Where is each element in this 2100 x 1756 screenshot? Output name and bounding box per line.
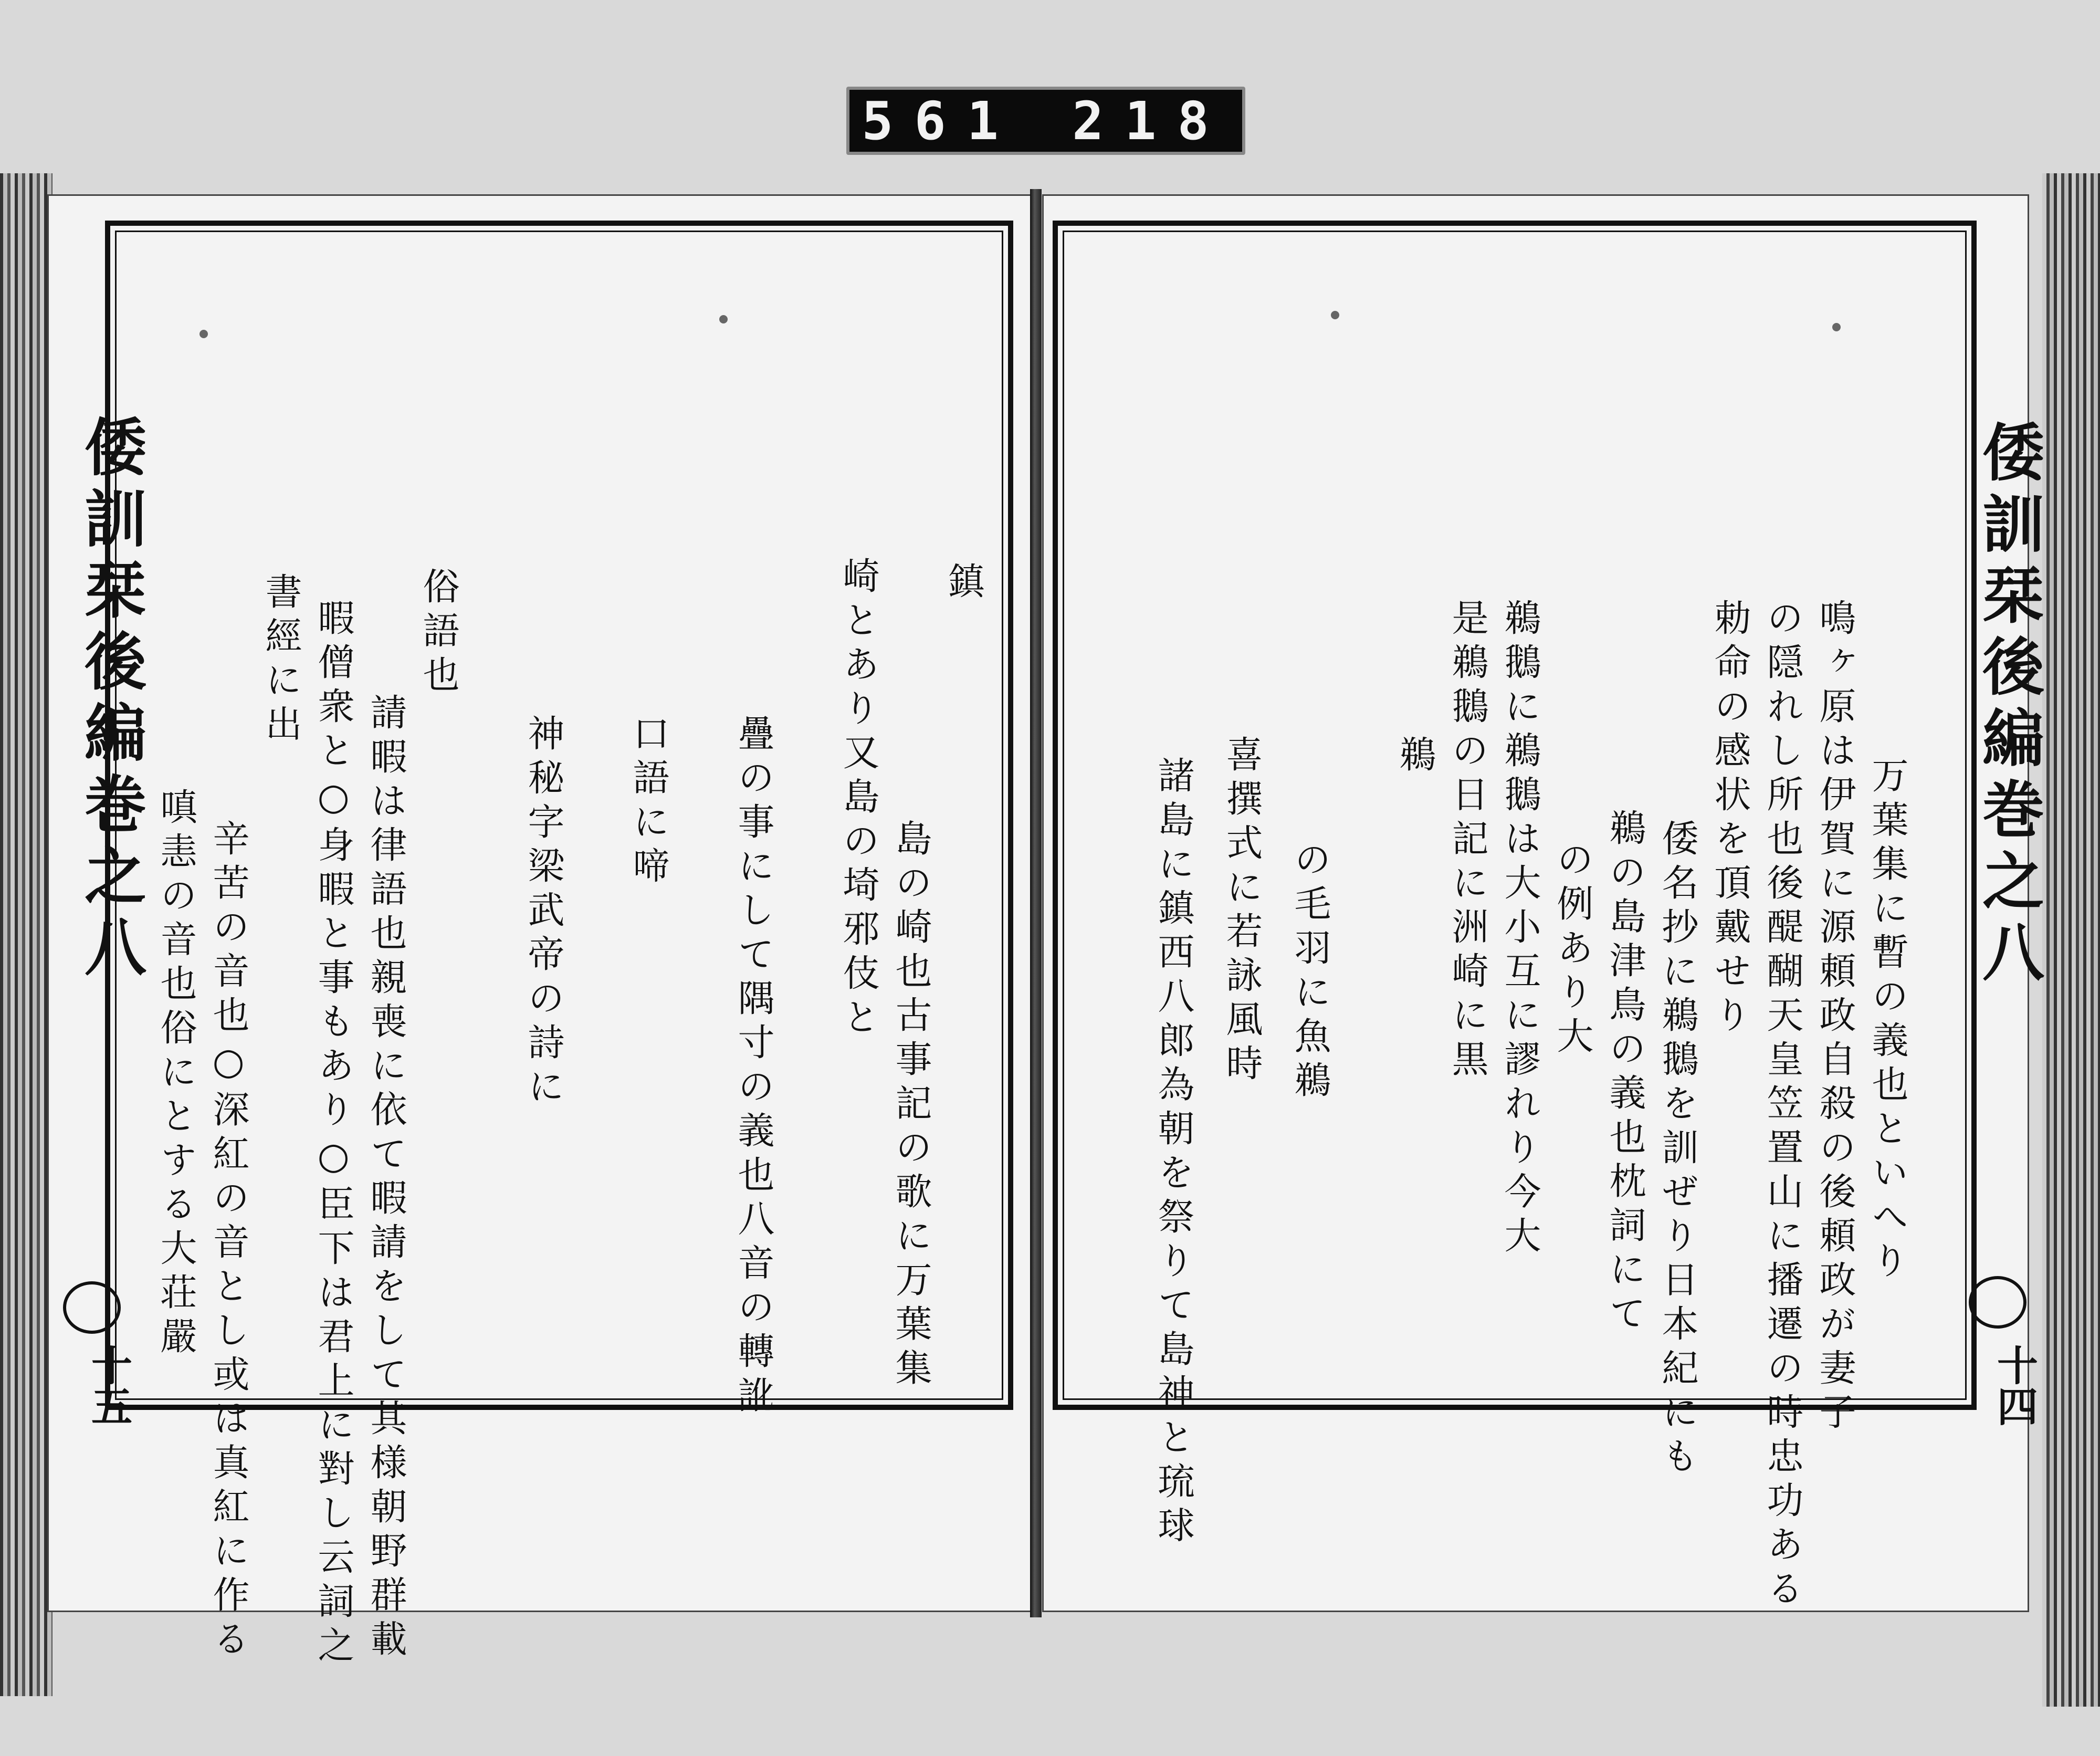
left-column: 嗔恚の音也俗にとする大荘嚴 xyxy=(154,788,197,1361)
right-column: 鵜 xyxy=(1393,735,1436,779)
right-column: の例あり大 xyxy=(1551,840,1594,1061)
book-gutter xyxy=(1030,189,1042,1617)
right-column: 鵜鵝に鵜鵝は大小互に謬れり今大 xyxy=(1498,599,1541,1260)
right-column: 勅命の感状を頂戴せり xyxy=(1708,599,1751,1040)
left-margin-title: 倭訓栞後編巻之八 xyxy=(74,415,147,986)
right-column: 万葉集に暫の義也といへり xyxy=(1866,756,1909,1285)
right-folio: 十四 xyxy=(1990,1344,2038,1426)
right-margin-title: 倭訓栞後編巻之八 xyxy=(1972,420,2045,991)
right-column: 鵜の島津鳥の義也枕詞にて xyxy=(1603,809,1646,1338)
left-column: 辛苦の音也○深紅の音とし或は真紅に作る xyxy=(207,819,250,1664)
left-column: 鎮 xyxy=(942,562,985,606)
left-fishtail-mark xyxy=(63,1281,121,1334)
left-column: 請暇は律語也親喪に依て暇請をして其様朝野群載 xyxy=(364,693,407,1664)
right-column: 喜撰式に若詠風時 xyxy=(1220,735,1263,1088)
left-column: 口語に啼 xyxy=(627,714,670,891)
left-folio: 十五 xyxy=(85,1344,132,1426)
right-column: 倭名抄に鵜鵝を訓ぜり日本紀にも xyxy=(1656,819,1699,1481)
book-edge-left xyxy=(0,173,52,1696)
left-column: 島の崎也古事記の歌に万葉集 xyxy=(889,819,932,1393)
right-column: 諸島に鎮西八郎為朝を祭りて島神と琉球 xyxy=(1152,756,1195,1550)
call-number-label: 561 218 xyxy=(846,87,1245,155)
right-column: 是鵜鵝の日記に洲崎に黒 xyxy=(1446,599,1489,1084)
right-fishtail-mark xyxy=(1969,1276,2026,1329)
left-column: 俗語也 xyxy=(417,567,460,699)
right-column: 鳴ヶ原は伊賀に源頼政自殺の後頼政が妻子 xyxy=(1813,599,1856,1437)
left-column: 崎とあり又島の埼邪伎と xyxy=(837,557,880,1042)
left-column: 疊の事にして隅寸の義也八音の轉訛 xyxy=(732,714,775,1420)
right-column: の隠れし所也後醍醐天皇笠置山に播遷の時忠功ある xyxy=(1761,599,1804,1613)
right-column: の毛羽に魚鵜 xyxy=(1288,840,1331,1105)
left-column: 神秘字梁武帝の詩に xyxy=(522,714,565,1111)
left-column: 書經に出 xyxy=(259,572,302,749)
left-column: 暇僧衆と○身暇と事もあり○臣下は君上に對し云詞之 xyxy=(312,599,355,1670)
